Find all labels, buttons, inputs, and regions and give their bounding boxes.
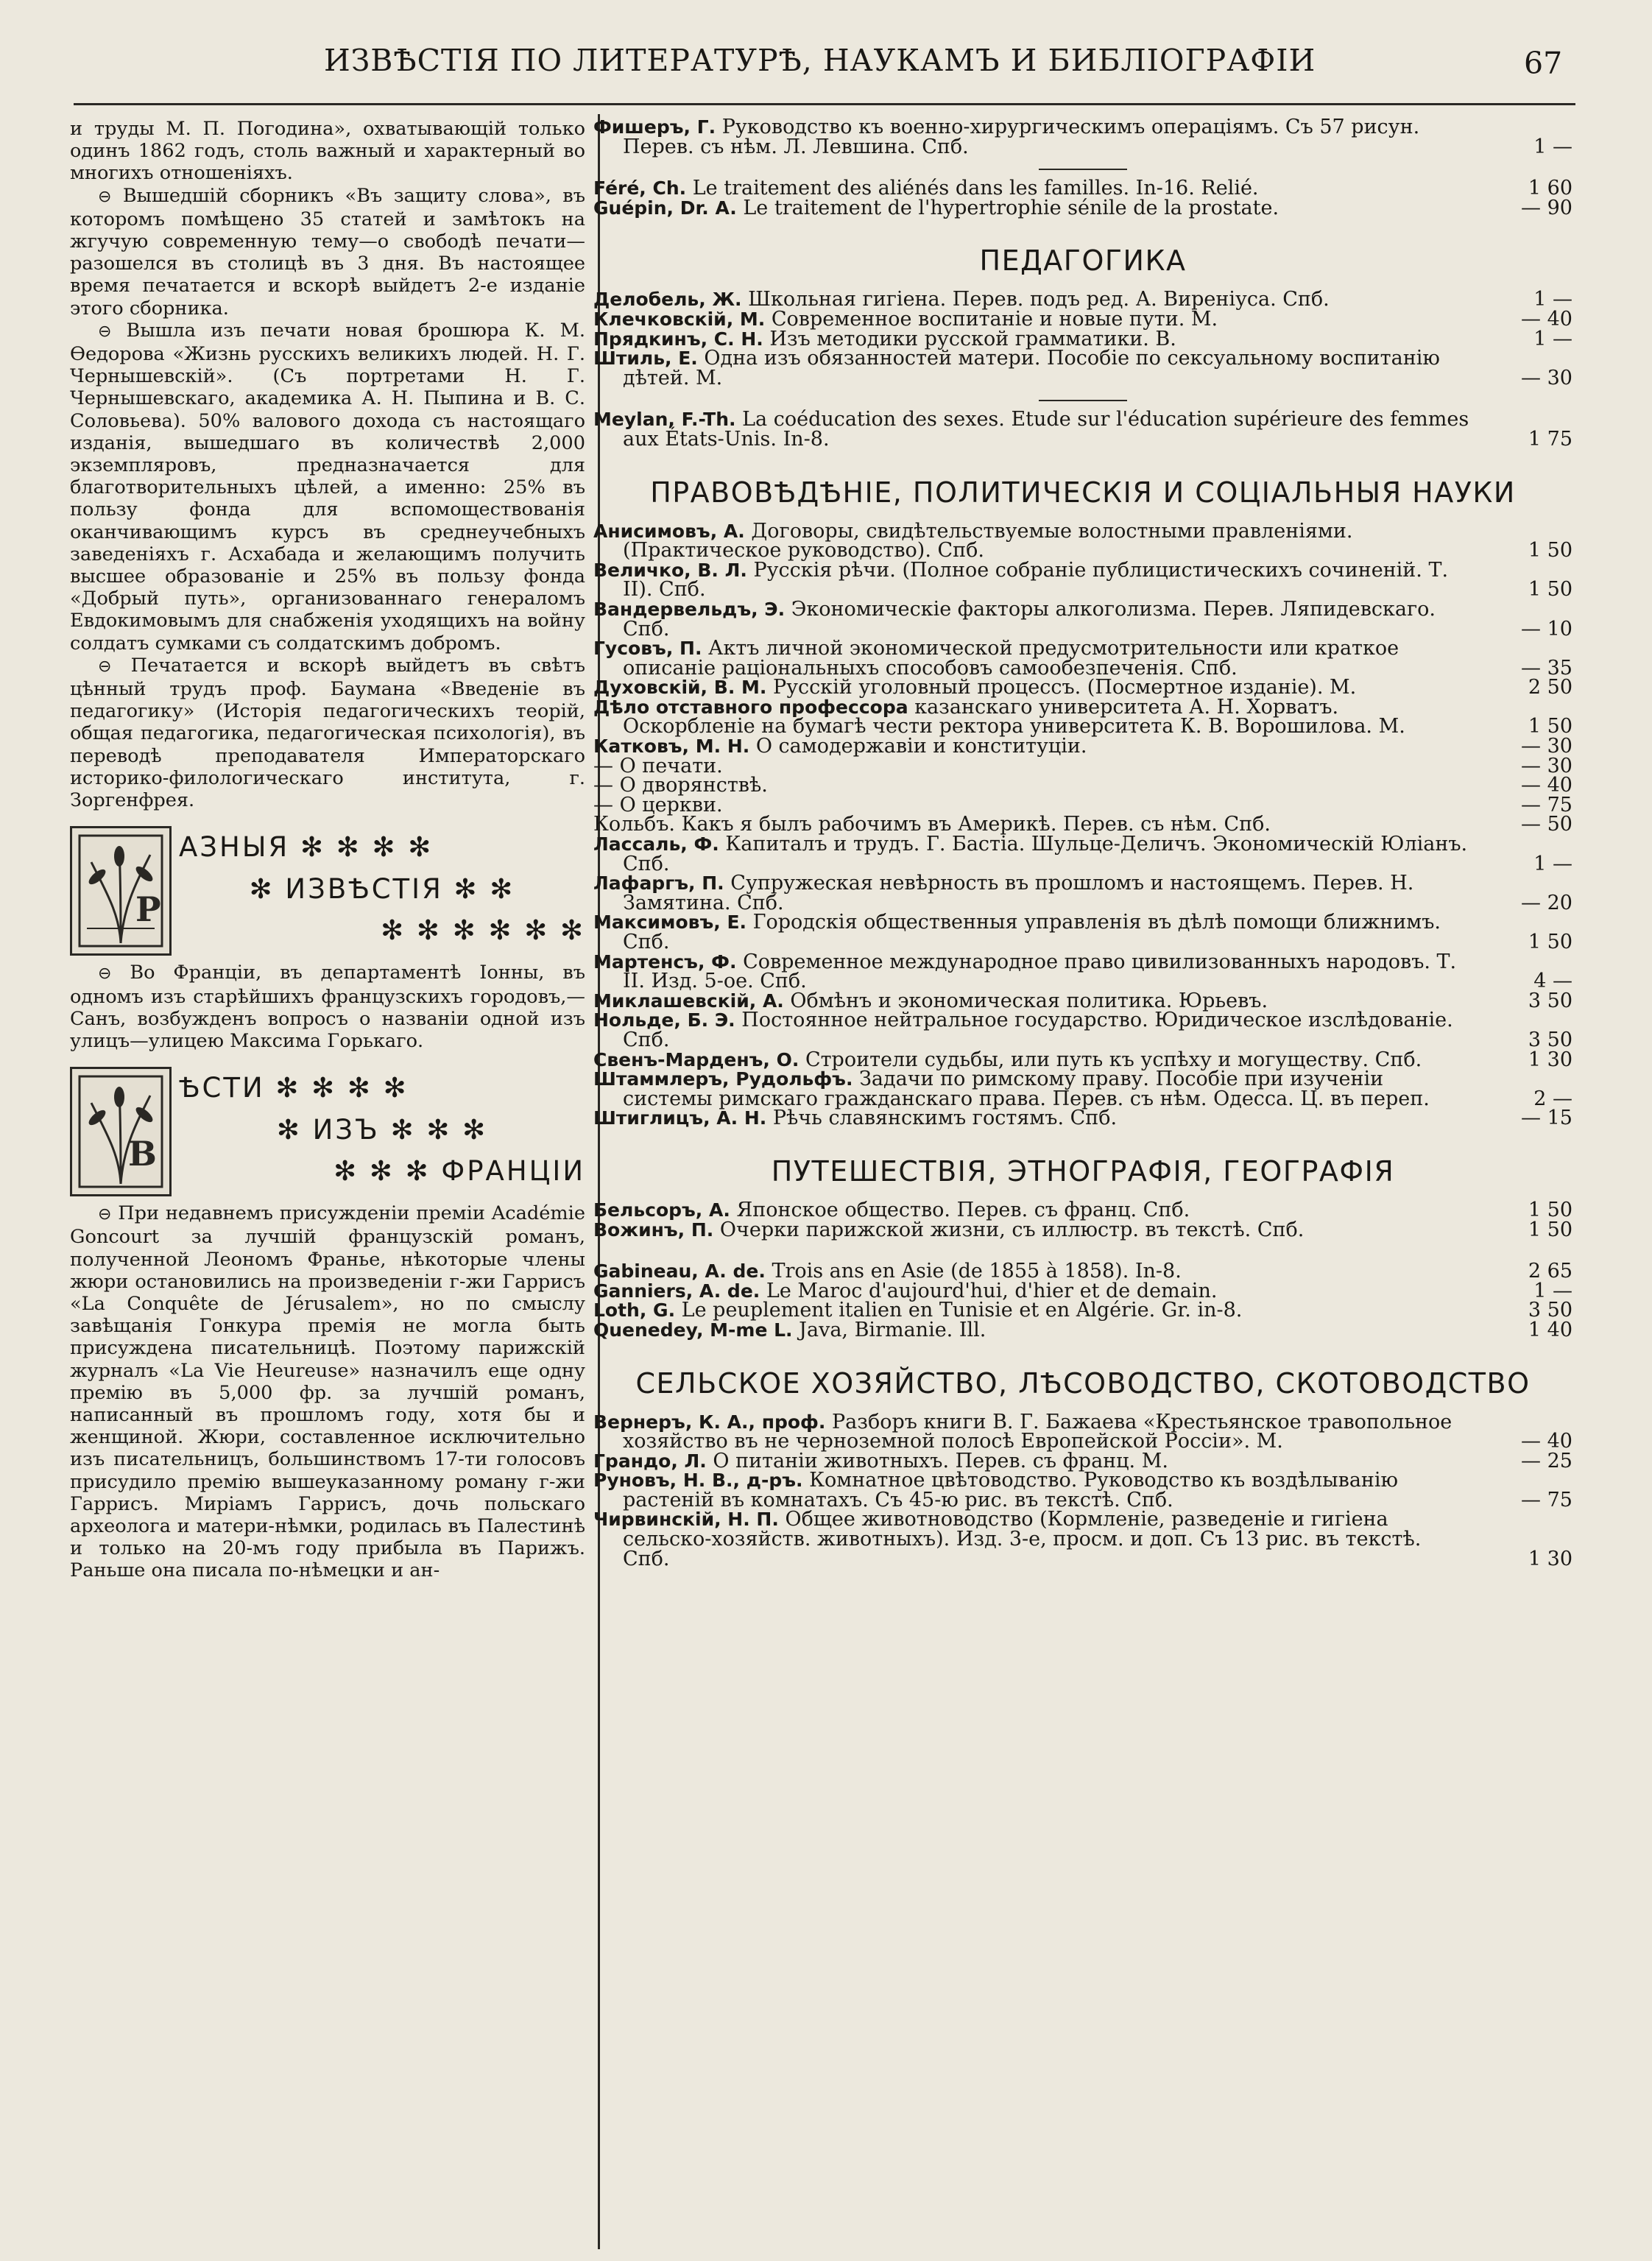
entry-author: Штиглицъ, А. Н.: [593, 1107, 767, 1129]
entry-title: Изъ методики русской грамматики. В.: [769, 327, 1176, 350]
entry-title: — О дворянствѣ.: [593, 774, 768, 797]
entry-price: 1 50: [1528, 578, 1572, 602]
separator-rule: [1039, 400, 1127, 401]
bullet-icon: ⊖: [98, 964, 112, 984]
entry-title: Le traitement de l'hypertrophie sénile de la prostate.: [743, 196, 1279, 219]
entry-author: Штаммлеръ, Рудольфъ.: [593, 1068, 853, 1090]
entry-author: Мартенсъ, Ф.: [593, 950, 737, 973]
entry-author: Клечковскій, М.: [593, 308, 766, 330]
entry-price: 3 50: [1528, 1299, 1572, 1322]
entry-price: 3 50: [1528, 989, 1572, 1012]
entry-author: Свенъ-Марденъ, О.: [593, 1048, 799, 1070]
entry-title: Trois ans en Asie (de 1855 à 1858). In-8.: [772, 1260, 1182, 1283]
entry-author: Прядкинъ, С. Н.: [593, 328, 763, 350]
entry-author: Штиль, Е.: [593, 348, 698, 370]
bibliography-entry: [593, 754, 1572, 777]
entry-author: Guépin, Dr. A.: [593, 197, 737, 219]
entry-price: 3 50: [1528, 1028, 1572, 1051]
bibliography-entry: [593, 1011, 1572, 1050]
news-paragraph: ⊖ Вышедшій сборникъ «Въ защиту слова», въ которомъ помѣщено 35 статей и замѣтокъ на жгучую современную тему—о свободѣ печати—разошелся въ столицѣ въ 3 дня. Въ настоящее время печатается и вскорѣ выйдетъ 2-е изданіе этого сборника.: [70, 184, 585, 320]
entry-price: 2 50: [1528, 676, 1572, 699]
bibliography-entry: [593, 1070, 1572, 1109]
entry-title: Японское общество. Перев. съ франц. Спб.: [736, 1198, 1190, 1221]
entry-title: Руководство къ военно-хирургическимъ операціямъ. Съ 57 рисун. Перев. съ нѣм. Л. Левшина. Спб.: [623, 116, 1420, 158]
entry-author: Чирвинскій, Н. П.: [593, 1509, 779, 1531]
page-number: 67: [1524, 46, 1563, 81]
bullet-icon: ⊖: [98, 322, 112, 341]
entry-price: 1 40: [1528, 1318, 1572, 1341]
entry-title: Одна изъ обязанностей матери. Пособіе по сексуальному воспитанію дѣтей. М.: [623, 347, 1440, 389]
banner-title: АЗНЫЯ ✻ ✻ ✻ ✻ ✻ ИЗВѢСТІЯ ✻ ✻ ✻ ✻ ✻ ✻ ✻ ✻: [179, 831, 585, 947]
entry-author: Бельсоръ, А.: [593, 1199, 730, 1221]
entry-title: казанскаго университета А. Н. Хорватъ. Оскорбленіе на бумагѣ чести ректора университета К. В. Ворошилова. М.: [623, 695, 1405, 738]
news-paragraph: ⊖ При недавнемъ присужденіи преміи Académie Goncourt за лучшій французскій романъ, полученной Леономъ Франье, нѣкоторые члены жюри остановились на произведеніи г-жи Гаррисъ «La Conquête de Jérusalem», но по смыслу завѣщанія Гонкура премія не могла быть присуждена писательницѣ. Поэтому парижскій журналъ «La Vie Heureuse» назначилъ еще одну премію въ 5,000 фр. за лучшій романъ, написанный въ прошломъ году, хотя бы и женщиной. Жюри, составленное исключительно изъ писательницъ, большинствомъ 17-ти голосовъ присудило премію вышеуказанному роману г-жи Гаррисъ. Миріамъ Гаррисъ, дочь польскаго археолога и матери-нѣмки, родилась въ Палестинѣ и только на 20-мъ году прибыла въ Парижъ. Раньше она писала по-нѣмецки и ан-: [70, 1202, 586, 1582]
entry-title: Русскій уголовный процессъ. (Посмертное изданіе). М.: [772, 676, 1357, 699]
section-list: [593, 244, 1572, 1569]
entry-title: Le Maroc d'aujourd'hui, d'hier et de demain.: [766, 1279, 1218, 1302]
entry-price: 2 —: [1533, 1087, 1572, 1110]
svg-text:Р: Р: [135, 889, 161, 930]
section-heading: ПЕДАГОГИКА: [979, 244, 1187, 278]
bibliography-entry: [593, 989, 1572, 1012]
entry-price: — 40: [1521, 1430, 1572, 1453]
bibliography-entry: [593, 1449, 1572, 1472]
ornament-initial-icon: [70, 1067, 172, 1196]
entry-title: Java, Birmanie. Ill.: [799, 1318, 986, 1341]
entry-price: — 25: [1521, 1449, 1572, 1472]
entry-price: — 40: [1521, 307, 1572, 331]
entry-author: Делобель, Ж.: [593, 289, 742, 311]
entry-title: Обмѣнъ и экономическая политика. Юрьевъ.: [790, 989, 1268, 1012]
entry-author: Gabineau, A. de.: [593, 1260, 766, 1283]
entry-price: — 30: [1521, 754, 1572, 777]
entry-price: — 90: [1521, 196, 1572, 219]
entry-title: Le peuplement italien en Tunisie et en Algérie. Gr. in-8.: [681, 1299, 1243, 1322]
entry-title: Супружеская невѣрность въ прошломъ и настоящемъ. Перев. Н. Замятина. Спб.: [623, 872, 1414, 914]
news-paragraph: ⊖ Во Франціи, въ департаментѣ Іонны, въ одномъ изъ старѣйшихъ французскихъ городовъ,—Санъ, возбужденъ вопросъ о названіи одной изъ улицъ—улицею Максима Горькаго.: [70, 962, 585, 1052]
entry-author: Вожинъ, П.: [593, 1218, 714, 1241]
bibliography-entry: [593, 1262, 1572, 1282]
entry-title: Кольбъ. Какъ я былъ рабочимъ въ Америкѣ. Перев. съ нѣм. Спб.: [593, 813, 1271, 836]
entry-author: Духовскій, В. М.: [593, 677, 767, 699]
entry-title: О питаніи животныхъ. Перев. съ франц. М.: [713, 1449, 1168, 1472]
entry-author: Грандо, Л.: [593, 1450, 707, 1472]
bibliography-entry: [593, 1048, 1572, 1071]
entry-title: Рѣчь славянскимъ гостямъ. Спб.: [772, 1107, 1118, 1130]
entry-author: Ganniers, A. de.: [593, 1280, 760, 1302]
entry-author: Нольде, Б. Э.: [593, 1009, 735, 1031]
entry-title: — О печати.: [593, 754, 723, 777]
bibliography-entry: [593, 1218, 1572, 1241]
entry-title: Русскія рѣчи. (Полное собраніе публицистическихъ сочиненій. Т. II). Спб.: [623, 558, 1449, 602]
entry-price: 1 60: [1528, 177, 1572, 200]
entry-author: Лассаль, Ф.: [593, 833, 719, 856]
header-rule: [74, 103, 1575, 105]
bibliography-entry: [593, 1109, 1572, 1129]
entry-author: Quenedey, M-me L.: [593, 1319, 793, 1341]
bibliography-entry: [593, 874, 1572, 913]
entry-price: 1 50: [1528, 715, 1572, 738]
right-column: [593, 118, 1572, 1569]
entry-price: — 10: [1521, 617, 1572, 641]
bibliography-entry: [593, 1198, 1572, 1221]
entry-title: Разборъ книги В. Г. Бажаева «Крестьянское травопольное хозяйство въ не черноземной полосѣ Европейской Россіи». М.: [623, 1410, 1452, 1453]
entry-title: Современное воспитаніе и новые пути. М.: [771, 307, 1218, 331]
entry-author: Лафаргъ, П.: [593, 872, 724, 895]
bibliography-entry: [593, 597, 1572, 641]
entry-author: Вандервельдъ, Э.: [593, 598, 786, 620]
entry-price: 1 30: [1528, 1048, 1572, 1071]
entry-title: Современное международное право цивилизованныхъ народовъ. Т. II. Изд. 5-ое. Спб.: [623, 950, 1457, 993]
bibliography-entry: [593, 793, 1572, 816]
svg-text:В: В: [128, 1134, 157, 1174]
entry-author: Фишеръ, Г.: [593, 116, 716, 138]
entry-author: Катковъ, М. Н.: [593, 736, 750, 758]
entry-author: Дѣло отставного профессора: [593, 696, 908, 718]
bullet-icon: ⊖: [98, 187, 112, 206]
entry-price: — 30: [1521, 366, 1572, 389]
running-title: ИЗВѢСТІЯ ПО ЛИТЕРАТУРѢ, НАУКАМЪ И БИБЛІОГРАФІИ: [324, 43, 1316, 78]
section-heading: ПУТЕШЕСТВІЯ, ЭТНОГРАФІЯ, ГЕОГРАФІЯ: [771, 1154, 1395, 1188]
entry-title: О самодержавіи и конституціи.: [755, 735, 1087, 758]
entry-title: Комнатное цвѣтоводство. Руководство къ воздѣлыванію растеній въ комнатахъ. Съ 45-ю рис. въ текстѣ. Спб.: [623, 1469, 1399, 1512]
banner-title: ѢСТИ ✻ ✻ ✻ ✻ ✻ ИЗЪ ✻ ✻ ✻ ✻ ✻ ✻ ФРАНЦІИ: [179, 1071, 585, 1188]
entry-price: 1 75: [1528, 427, 1572, 451]
bullet-icon: ⊖: [98, 657, 112, 676]
entry-author: Meylan, F.-Th.: [593, 409, 736, 431]
entry-price: 2 65: [1528, 1260, 1572, 1283]
entry-title: Строители судьбы, или путь къ успѣху и могуществу. Спб.: [805, 1048, 1422, 1071]
entry-author: Максимовъ, Е.: [593, 911, 747, 934]
bibliography-entry: [593, 410, 1572, 449]
bibliography-entry: [593, 118, 1572, 157]
entry-price: 1 50: [1528, 1198, 1572, 1221]
bibliography-entry: [593, 1301, 1572, 1321]
bibliography-entry: [593, 678, 1572, 698]
left-column: [70, 118, 585, 1582]
bibliography-entry: [593, 290, 1572, 310]
bibliography-entry: [593, 776, 1572, 796]
entry-author: Вернеръ, К. А., проф.: [593, 1411, 826, 1433]
bibliography-entry: [593, 1410, 1572, 1453]
entry-price: — 75: [1521, 793, 1572, 816]
entry-group: [593, 179, 1572, 218]
entry-title: Постоянное нейтральное государство. Юридическое изслѣдованіе. Спб.: [623, 1009, 1453, 1051]
entry-title: Капиталъ и трудъ. Г. Бастіа. Шульце-Деличъ. Экономическій Юліанъ. Спб.: [623, 833, 1468, 875]
entry-title: Школьная гигіена. Перев. подъ ред. А. Виреніуса. Спб.: [748, 288, 1330, 311]
news-paragraph: ⊖ Вышла изъ печати новая брошюра К. М. Ѳедорова «Жизнь русскихъ великихъ людей. Н. Г. Чернышевскій». (Съ портретами Н. Г. Чернышевскаго, академика А. Н. Пыпина и В. С. Соловьева). 50% валового дохода съ настоящаго изданія, вышедшаго въ количествѣ 2,000 экземпляровъ, предназначается для благотворительныхъ цѣлей, а именно: 25% въ пользу фонда для вспомоществованія оканчивающимъ курсъ въ среднеучебныхъ заведеніяхъ г. Асхабада и желающимъ получить высшее образованіе и 25% въ пользу фонда «Добрый путь», организованнаго генераломъ Евдокимовымъ для снабженія уходящихъ на войну солдатъ сумками съ солдатскимъ добромъ.: [70, 319, 585, 655]
entry-price: — 30: [1521, 735, 1572, 758]
entry-price: 4 —: [1533, 970, 1572, 993]
bibliography-entry: [593, 695, 1572, 738]
entry-price: — 40: [1521, 774, 1572, 797]
entry-price: 1 —: [1533, 327, 1572, 350]
entry-title: Актъ личной экономической предусмотрительности или краткое описаніе раціональныхъ способовъ самообезпеченія. Спб.: [623, 637, 1399, 680]
entry-author: Миклашевскій, А.: [593, 990, 784, 1012]
entry-price: — 50: [1521, 813, 1572, 836]
entry-author: Loth, G.: [593, 1299, 676, 1322]
section-heading: СЕЛЬСКОЕ ХОЗЯЙСТВО, ЛѢСОВОДСТВО, СКОТОВОДСТВО: [635, 1366, 1531, 1400]
entry-title: Городскія общественныя управленія въ дѣлѣ помощи ближнимъ. Спб.: [623, 911, 1441, 953]
entry-title: Общее животноводство (Кормленіе, разведеніе и гигіена сельско-хозяйств. животныхъ). Изд. 3-е, просм. и доп. Съ 13 рис. въ текстѣ. Спб.: [623, 1508, 1422, 1570]
entry-author: Руновъ, Н. В., д-ръ.: [593, 1470, 803, 1492]
ornament-initial-icon: [70, 826, 172, 956]
bibliography-entry: [593, 913, 1572, 952]
section-banner-raznye-izvestiya: [70, 826, 585, 951]
entry-group: [593, 118, 1572, 157]
section-heading: ПРАВОВѢДѢНІЕ, ПОЛИТИЧЕСКІЯ И СОЦІАЛЬНЫЯ НАУКИ: [650, 476, 1516, 509]
entry-price: 1 50: [1528, 1218, 1572, 1241]
entry-price: 1 —: [1533, 852, 1572, 875]
entry-title: Задачи по римскому праву. Пособіе при изученіи системы римскаго гражданскаго права. Перев. съ нѣм. Одесса. Ц. въ переп.: [623, 1068, 1430, 1110]
bibliography-entry: [593, 519, 1572, 562]
section-banner-vesti-iz-francii: [70, 1067, 585, 1192]
entry-title: — О церкви.: [593, 793, 723, 816]
entry-author: Величко, В. Л.: [593, 559, 747, 581]
bibliography-entry: [593, 1471, 1572, 1510]
entry-title: Le traitement des aliénés dans les familles. In-16. Relié.: [692, 177, 1259, 200]
intro-paragraph: и труды М. П. Погодина», охватывающій только одинъ 1862 годъ, столь важный и характерный во многихъ отношеніяхъ.: [70, 118, 585, 185]
bibliography-entry: [593, 950, 1572, 993]
bibliography-entry: [593, 1510, 1572, 1569]
entry-price: 1 30: [1528, 1547, 1572, 1570]
separator-rule: [593, 1240, 1572, 1262]
entry-title: La coéducation des sexes. Etude sur l'éducation supérieure des femmes aux États-Unis. In-8.: [623, 408, 1469, 451]
bullet-icon: ⊖: [98, 1205, 112, 1224]
entry-title: Экономическіе факторы алкоголизма. Перев. Ляпидевскаго. Спб.: [623, 597, 1436, 641]
bibliography-entry: [593, 558, 1572, 602]
entry-price: — 75: [1521, 1488, 1572, 1512]
entry-title: Договоры, свидѣтельствуемые волостными правленіями. (Практическое руководство). Спб.: [623, 519, 1353, 562]
bibliography-entry: [593, 1318, 1572, 1341]
bibliography-entry: [593, 737, 1572, 757]
bibliography-entry: [593, 179, 1572, 199]
entry-price: 1 —: [1533, 1279, 1572, 1302]
news-paragraph: ⊖ Печатается и вскорѣ выйдетъ въ свѣтъ цѣнный трудъ проф. Баумана «Введеніе въ педагогику» (Исторія педагогическихъ теорій, общая педагогика, педагогическая психологія), въ переводѣ преподавателя Императорскаго историко-филологическаго института, г. Зоргенфрея.: [70, 654, 585, 812]
entry-price: 1 —: [1533, 135, 1572, 158]
entry-author: Féré, Ch.: [593, 177, 687, 200]
bibliography-entry: [593, 835, 1572, 874]
entry-price: 1 50: [1528, 931, 1572, 953]
entry-price: 1 —: [1533, 288, 1572, 311]
bibliography-entry: [593, 1279, 1572, 1302]
entry-author: Гусовъ, П.: [593, 638, 702, 660]
entry-price: — 20: [1521, 891, 1572, 914]
bibliography-entry: [593, 639, 1572, 678]
separator-rule: [1039, 169, 1127, 170]
bibliography-entry: [593, 307, 1572, 331]
entry-author: Анисимовъ, А.: [593, 520, 745, 542]
entry-price: — 35: [1521, 656, 1572, 680]
bibliography-entry: [593, 196, 1572, 219]
entry-title: Очерки парижской жизни, съ иллюстр. въ текстѣ. Спб.: [719, 1218, 1305, 1241]
entry-price: — 15: [1521, 1107, 1572, 1130]
entry-price: 1 50: [1528, 539, 1572, 562]
bibliography-entry: [593, 349, 1572, 388]
bibliography-entry: [593, 327, 1572, 350]
bibliography-entry: [593, 815, 1572, 835]
